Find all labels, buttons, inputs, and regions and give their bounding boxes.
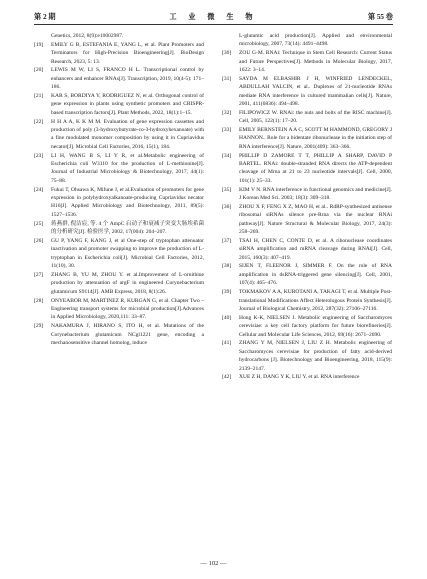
reference-text: GU P, YANG F, KANG J, et al One-step of tryptophan attenuator inactivation and promoter swapping to improve the production of L-tryptophan in Escherichia coli[J]. Microbial Cell Factories, 2012, 11(10), 30.: [51, 237, 204, 270]
reference-number: [33]: [222, 127, 232, 134]
reference-text: TOKMAKOV A A, KUROTANI A, TAKAGI T, et al. Multiple Post-translational Modifications Affect Heterologous Protein Synthesis[J]. Journal of Biological Chemistry, 2012, 287(32): 27106–27116.: [239, 289, 392, 312]
reference-text: Fukui T, Ohsawa K, Mifune J, et al.Evaluation of promoters for gene expression in polyhydroxyalkanoate-producing Cupriavidus necator H16[J]. Applied Microbiology and Biotechnology, 2011, 89(5): 1527–1536.: [51, 186, 204, 218]
reference-number: [40]: [222, 314, 232, 321]
reference-entry: [34, 322, 204, 347]
reference-entry: [222, 75, 392, 109]
reference-number: [23]: [34, 152, 44, 159]
reference-number: [31]: [222, 75, 232, 82]
reference-number: [28]: [34, 297, 44, 304]
reference-text: L-glutamic acid production[J]. Applied and environmental microbiology, 2007, 73(14): 4491–4498.: [239, 33, 392, 48]
reference-number: [20]: [34, 67, 44, 74]
reference-number: [42]: [222, 374, 232, 381]
reference-entry: [222, 339, 392, 373]
reference-entry: [34, 220, 204, 237]
reference-entry: [222, 109, 392, 126]
reference-entry: [34, 186, 204, 220]
reference-text: KIM V N. RNA interference in functional genomics and medicine[J]. J Korean Med Sci. 2003; 18(3): 309–318.: [239, 186, 392, 202]
volume-number: 第 55 卷: [367, 13, 393, 21]
reference-entry: [222, 262, 392, 287]
reference-entry: [222, 126, 392, 151]
reference-entry: [34, 297, 204, 322]
reference-number: [27]: [34, 271, 44, 278]
reference-entry: [222, 152, 392, 186]
reference-entry: [222, 314, 392, 339]
reference-number: [30]: [222, 50, 232, 57]
reference-entry: [222, 373, 392, 381]
reference-number: [35]: [222, 186, 232, 193]
reference-entry: [222, 186, 392, 203]
reference-number: [37]: [222, 237, 232, 244]
reference-entry: [34, 118, 204, 152]
reference-text: KAR S, BORDIYA Y, RODRIGUEZ N, et al. Orthogonal control of gene expression in plants using synthetic promoters and CRISPR-based transcription factors[J]. Plant Methods, 2022, 18(1):1–15.: [51, 93, 204, 116]
reference-text: SIJEN T, FLEENOR J, SIMMER F. On the role of RNA amplification in dsRNA-triggered gene silencing[J]. Cell, 2001, 107(4): 465–476.: [239, 263, 392, 287]
reference-text: NAKAMURA J, HIRANO S, ITO H, et al. Mutations of the Corynebacterium glutamicum NCgl1221 gene, encoding a mechanosensitive channel homolog, induce: [51, 323, 204, 346]
reference-number: [38]: [222, 263, 232, 270]
reference-number: [39]: [222, 289, 232, 296]
reference-number: [21]: [34, 93, 44, 100]
reference-entry: [222, 288, 392, 313]
reference-text: LI H, WANG B S, LI Y R, et al.Metabolic engineering of Escherichia coli W3110 for the production of L-methionine[J]. Journal of Industrial Microbiology & Biotechnology, 2017, 44(1): 75–88.: [51, 152, 204, 184]
reference-entry: [34, 237, 204, 271]
reference-text: LEWIS M W, LI S, FRANCO H L. Transcriptional control by enhancers and enhancer RNAs[J]. Transcription, 2019, 10(4-5): 171–186.: [51, 67, 204, 91]
reference-number: [25]: [34, 220, 44, 227]
reference-text: XUE Z H, DANG Y K, LIU Y, et al. RNA interference: [239, 374, 360, 381]
reference-text: 蒋燕群, 倪洁宸, 等. 4 个 AmpC 启动子和衰减子突变大肠埃希菌的分析研究[J]. 检验医学, 2002, 17(004): 204–207.: [51, 220, 204, 236]
reference-entry: [34, 152, 204, 186]
reference-text: ONYEABOR M, MARTINEZ R, KURGAN G, et al. Chapter Two – Engineering transport systems for microbial production[J].Advances in Applied Microbiology, 2020,111: 33–87.: [51, 297, 204, 321]
reference-number: [34]: [222, 152, 232, 159]
reference-number: [24]: [34, 186, 44, 193]
reference-text: PHILLIP D ZAMORE T T, PHILLIP A SHARP, DAVID P BARTEL. RNAi: double-stranded RNA directs the ATP-dependent cleavage of Mrna at 21 to 23 nucleotide intervals[J]. Cell, 2000, 101(1): 25–33.: [239, 152, 392, 184]
reference-text: Genetics, 2012, 8(9):e10002987.: [51, 33, 124, 39]
reference-entry: [222, 237, 392, 262]
reference-text: ZHOU X F, FENG X Z, MAO H, et al.. RdRP-synthesized antisense ribosomal siRNAs silence pre-Rrna via the nuclear RNAi pathway[J]. Nature Structural & Molecular Biology, 2017, 24(3): 258–269.: [239, 203, 392, 236]
references-left-column: [34, 32, 204, 348]
reference-text: ZHANG Y M, NIELSEN J, LIU Z H. Metabolic engineering of Saccharomyces cerevisiae for production of fatty acid-derived hydrocarbons [J]. Biotechnology and Bioengineering, 2018, 115(9): 2139–2147.: [239, 340, 392, 372]
journal-title: 工 业 微 生 物: [169, 13, 258, 21]
reference-number: [29]: [34, 323, 44, 330]
reference-entry: [34, 32, 204, 40]
reference-text: H H A A, K K M M. Evaluation of gene expression cassettes and production of poly (3-hydroxybutyrate-co-3-hydroxyhexanoate) with a fine modulated monomer composition by using it in Cupriavidus necator[J]. Microbial Cell Factories, 2016, 15(1), 184.: [51, 118, 204, 150]
issue-number: 第 2 期: [34, 13, 56, 21]
reference-number: [22]: [34, 118, 44, 125]
reference-text: FILIPOWICZ W. RNAi: the nuts and bolts of the RISC machine[J]. Cell, 2005, 122(1): 17–20.: [239, 109, 392, 125]
reference-entry: [34, 92, 204, 117]
reference-entry: [34, 66, 204, 91]
reference-number: [36]: [222, 203, 232, 210]
reference-number: [32]: [222, 109, 232, 116]
reference-entry: [222, 32, 392, 49]
references-right-column: [222, 32, 392, 382]
reference-entry: [222, 203, 392, 237]
reference-text: Hong K-K, NIELSEN J. Metabolic engineering of Saccharomyces cerevisiae: a key cell factory platform for future biorefineries[J]. Cellular and Molecular Life Sciences, 2012, 69(16): 2671–2690.: [239, 314, 392, 338]
reference-text: ZHANG B, YU M, ZHOU Y. et al.Improvement of L-ornithine production by attenuation of argF in engineered Corynebacterium glutamicum S9114[J]. AMB Express, 2018, 8(1):26.: [51, 271, 204, 295]
reference-entry: [222, 49, 392, 74]
running-header: [34, 10, 393, 25]
page-number: — 102 —: [200, 560, 227, 567]
reference-text: EMILY BERNSTEIN A A C, SCOTT M HAMMOND, GREGORY J HANNON.. Role for a bidentate ribonuclease in the initiation step of RNA interference[J]. Nature, 2001(409): 363–366.: [239, 127, 392, 150]
reference-text: SAYDA M ELBASHIR J H, WINFRIED LENDECKEL, ABDULLAH YALCIN, et al.. Duplexes of 21-nucleotide RNAs mediate RNA interference in cultured mammalian cells[J]. Nature, 2001, 411(6836): 494–498.: [239, 75, 392, 108]
reference-entry: [34, 41, 204, 66]
reference-text: EMILY G B, ESTEFANIA E, YANG L, et al. Plant Promoters and Terminators for High-Precision Bioengineering[J]. BioDesign Research, 2023, 5: 13.: [51, 41, 204, 65]
reference-text: TSAI H, CHEN C, CONTE D, et al. A ribonuclease coordinates siRNA amplification and mRNA cleavage during RNAi[J]. Cell, 2015, 160(3): 407–419.: [239, 237, 392, 261]
reference-text: ZOU G-M. RNAi: Technique in Stem Cell Research: Current Status and Future Perspectives[J]. Methods in Molecular Biology, 2017, 1622: 3–14.: [239, 50, 392, 74]
reference-number: [19]: [34, 41, 44, 48]
reference-number: [41]: [222, 340, 232, 347]
reference-number: [26]: [34, 237, 44, 244]
reference-entry: [34, 271, 204, 296]
